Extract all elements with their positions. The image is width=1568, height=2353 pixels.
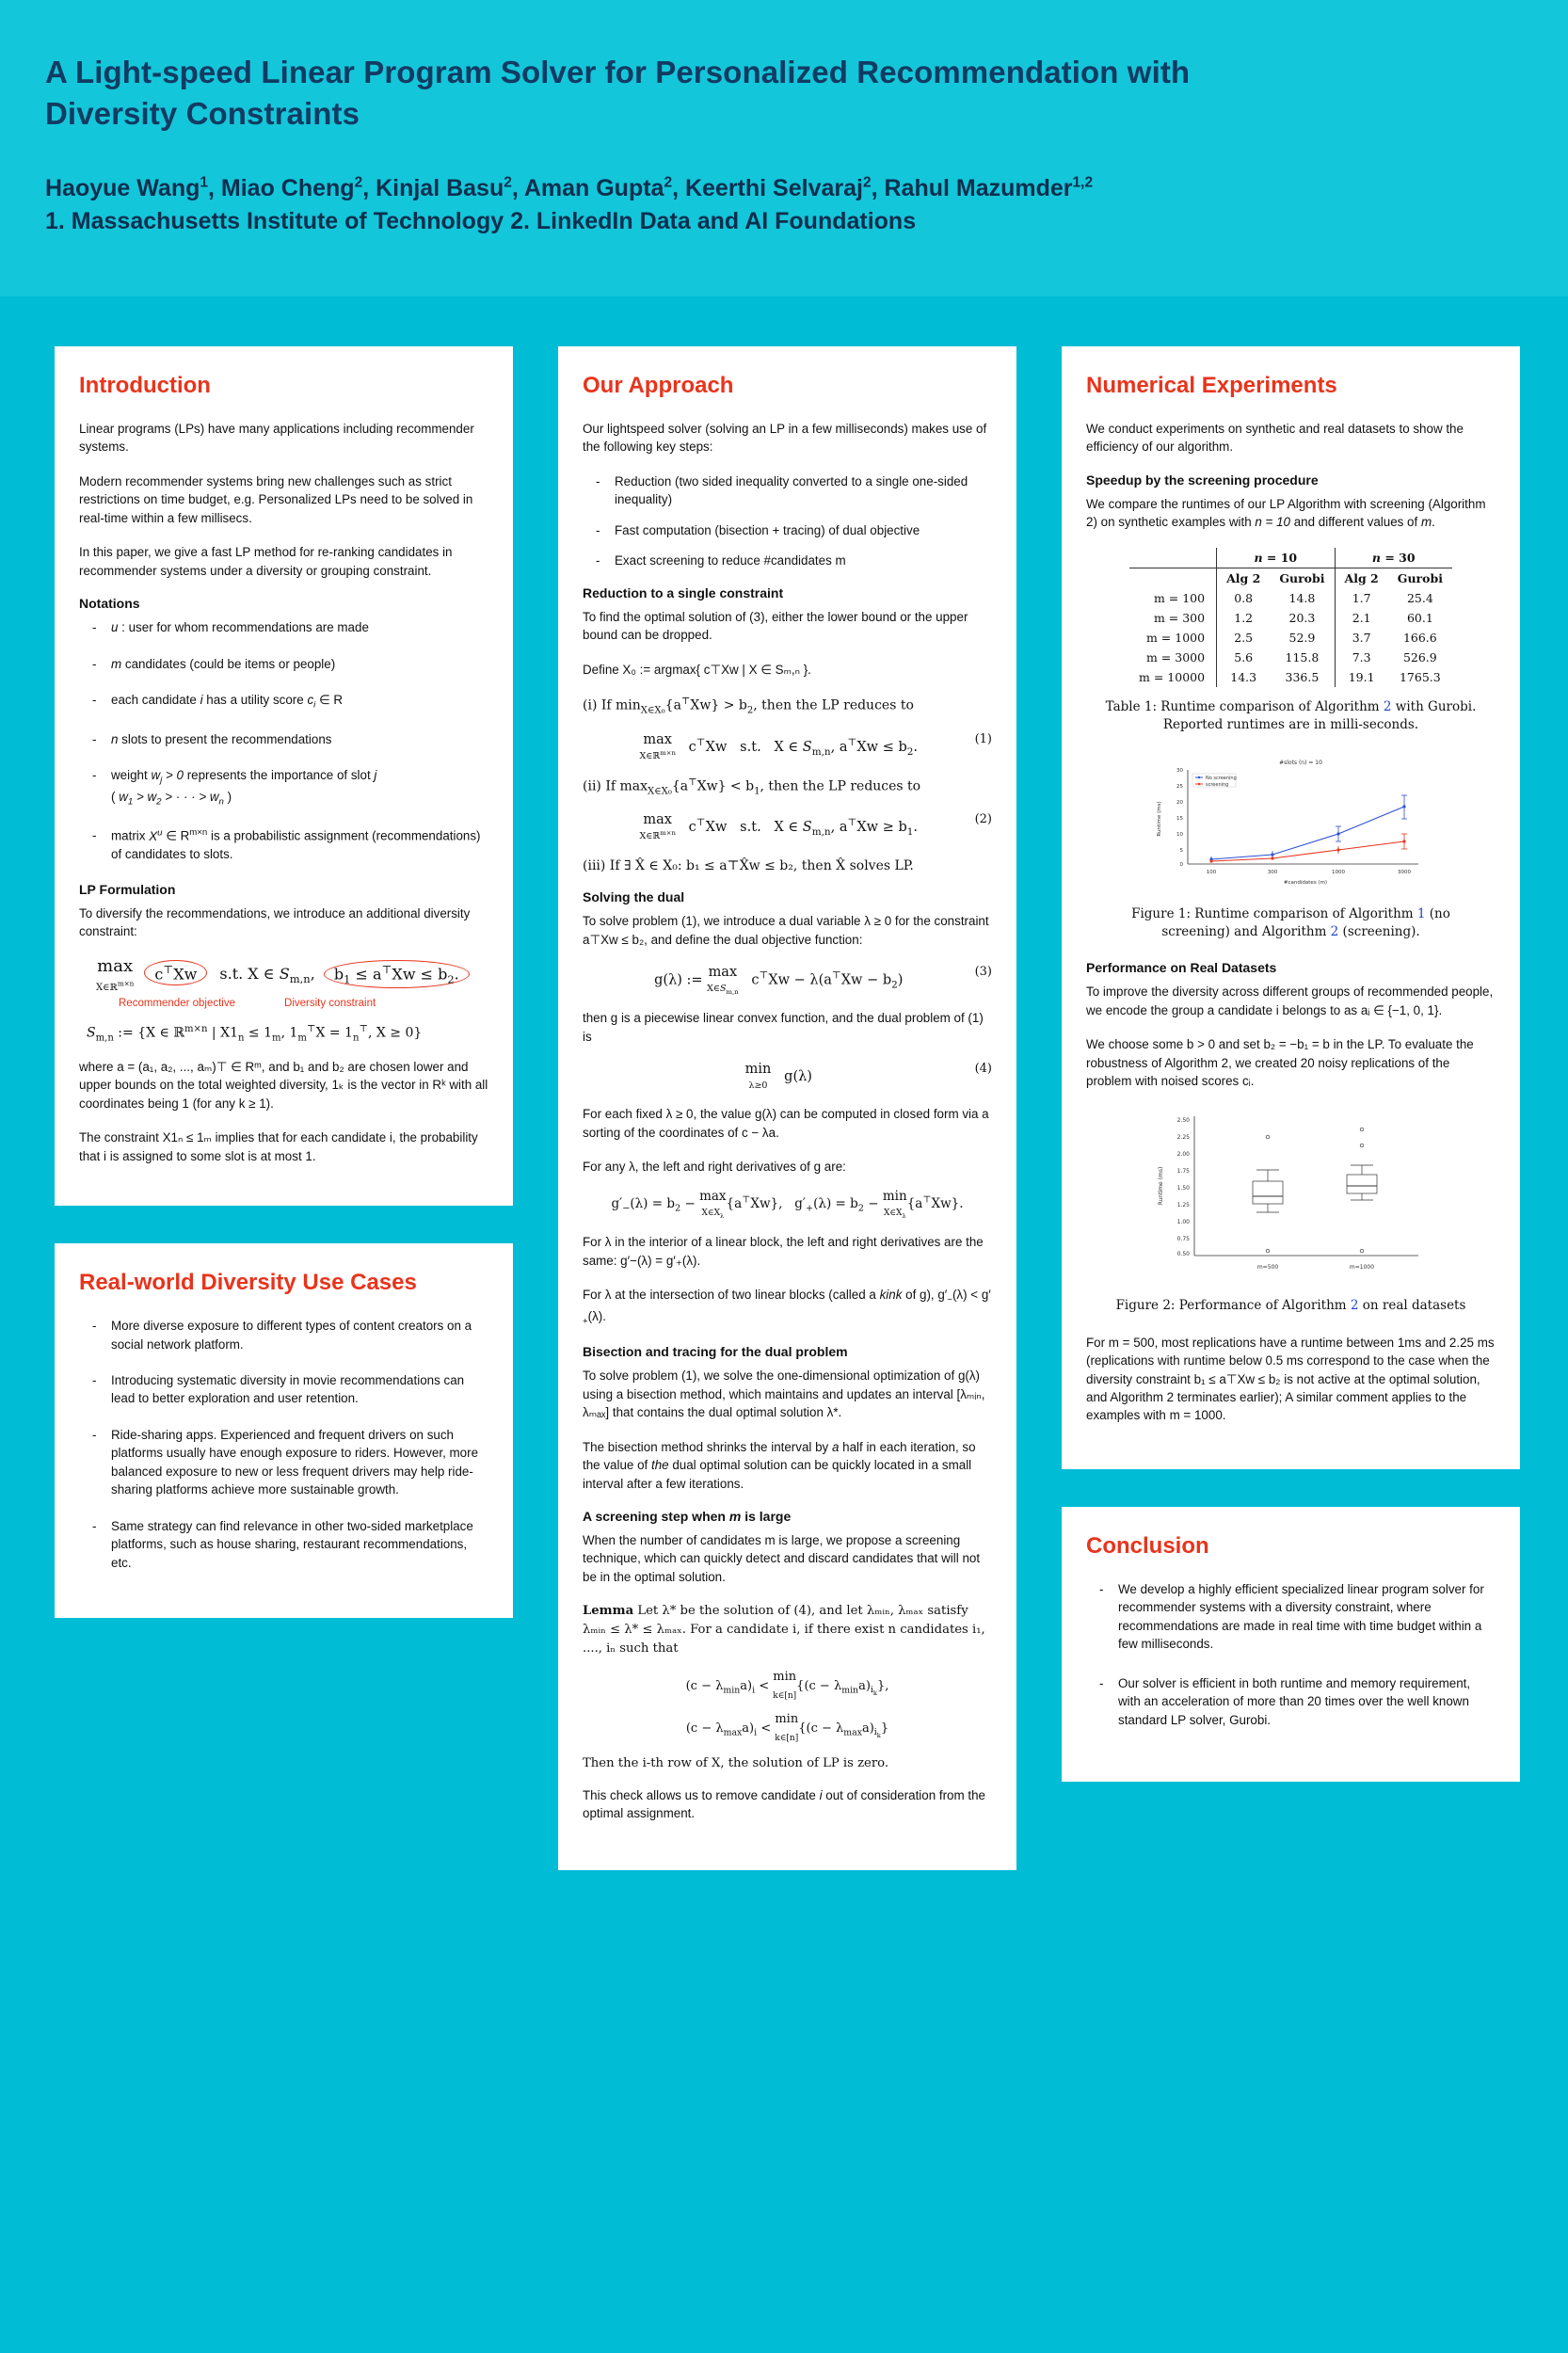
approach-paragraph-1: Our lightspeed solver (solving an LP in a few milliseconds) makes use of the following key steps: [583,422,987,455]
column-right [1062,346,1520,1819]
real-datasets-heading: Performance on Real Datasets [1086,960,1277,976]
case-two: (ii) If $\max_{X\in X_0}\{a^⊤Xw\} < b_1$, then the LP reduces to [583,776,921,796]
list-item: - Ride-sharing apps. Experienced and frequent drivers on such platforms usually have enough exposure to riders. However, more balanced exposure to new or less frequent drivers may help ride-sharing platforms achieve more sustainable growth. [85,1426,488,1499]
svg-text:0.50: 0.50 [1176,1250,1190,1257]
speedup-paragraph: We compare the runtimes of our LP Algorithm with screening (Algorithm 2) on synthetic examples with n = 10 and different values of m. [1086,496,1486,530]
figure-1-ref-2[interactable]: 2 [1330,924,1339,940]
table-cell: 2.5 [1217,628,1271,648]
approach-steps-list [583,472,992,570]
lp-formulation-heading: LP Formulation [79,881,176,897]
screening-paragraph-2: This check allows us to remove candidate i out of consideration from the optimal assignment. [583,1787,985,1820]
list-item: - u : user for whom recommendations are made [85,618,488,636]
svg-text:0.75: 0.75 [1176,1235,1190,1242]
svg-text:300: 300 [1267,870,1277,876]
solving-dual-heading: Solving the dual [583,889,685,905]
table-corner-cell-2 [1129,568,1217,588]
experiments-paragraph-1: We conduct experiments on synthetic and real datasets to show the efficiency of our algorithm. [1086,422,1464,455]
figure-2-ref[interactable]: 2 [1350,1297,1359,1313]
figure-1-ref-1[interactable]: 1 [1416,906,1426,922]
table-cell: 115.8 [1285,649,1320,664]
lemma-text: Let λ* be the solution of (4), and let λₘᵢₙ, λₘₐₓ satisfy λₘᵢₙ ≤ λ* ≤ λₘₐₓ. For a candidate i, if there exist n candidates i₁, ...., iₙ such that [583,1604,985,1656]
list-item: - More diverse exposure to different types of content creators on a social network platform. [85,1317,488,1353]
real-paragraph-3: For m = 500, most replications have a runtime between 1ms and 2.25 ms (replications with runtime below 0.5 ms correspond to the case when the diversity constraint b₁ ≤ a⊤Xw ≤ b₂ is not active at the optimal solution, and Algorithm 2 terminates earlier); A similar comment applies to the examples with m = 1000. [1086,1335,1495,1423]
derivative-paragraph: For any λ, the left and right derivatives of g are: [583,1160,846,1174]
intro-paragraph-5: The constraint X1ₙ ≤ 1ₘ implies that for each candidate i, the probability that i is assigned to some slot is at most 1. [79,1130,478,1163]
speedup-heading: Speedup by the screening procedure [1086,472,1319,488]
table-row-label: m = 300 [1153,610,1206,625]
svg-text:No screening: No screening [1205,776,1237,782]
svg-text:Runtime (ms): Runtime (ms) [1157,1166,1164,1205]
list-item: - m candidates (could be items or people) [85,655,488,673]
table-cell: 0.8 [1217,588,1271,608]
intro-paragraph-4: where a = (a₁, a₂, ..., aₘ)⊤ ∈ Rᵐ, and b₁ and b₂ are chosen lower and upper bounds on the total weighted diversity, 1ₖ is the vector in Rᵏ with all coordinates being 1 (for any k ≥ 1). [79,1059,488,1111]
table-row-label: m = 100 [1153,590,1206,605]
lemma-equation-1: $(c - \lambda_{min}a)_i < \min$ k∈[n]{(c − $\lambda_{min}a)_{i_k}$}, [685,1669,889,1702]
screening-paragraph-1: When the number of candidates m is large, we propose a screening technique, which can quickly detect and discard candidates that will not be in the optimal solution. [583,1533,981,1584]
author-list: Haoyue Wang$^1$, Miao Cheng$^2$, Kinjal Basu$^2$, Aman Gupta$^2$, Keerthi Selvaraj$^2$, Rahul Mazumder$^{1,2}$ 1. Massachusetts Institute of Technology 2. LinkedIn Data and AI Foundations [45,174,1094,235]
equation-number-1: (1) [974,731,992,746]
card-conclusion [1062,1507,1520,1782]
table-cell: 19.1 [1335,667,1388,687]
card-our-approach [558,346,1016,1870]
svg-text:screening: screening [1205,782,1228,789]
affiliations: 1. Massachusetts Institute of Technology 2. LinkedIn Data and AI Foundations [45,208,917,235]
table-cell: 14.3 [1217,667,1271,687]
svg-text:1.75: 1.75 [1176,1167,1190,1175]
card-introduction [55,346,513,1206]
table-cell: 1.7 [1335,588,1388,608]
svg-text:m=500: m=500 [1256,1263,1278,1271]
table-row [1129,588,1452,608]
list-item: - each candidate i has a utility score $c_i$ ∈ R [85,691,488,712]
case-one: (i) If $\min_{X\in X_0}\{a^⊤Xw\} > b_2$, then the LP reduces to [583,696,914,716]
table-group-header-n30: n = 30 [1335,548,1452,568]
lemma-block [583,1602,992,1772]
lp-intro-paragraph: To diversify the recommendations, we introduce an additional diversity constraint: [79,905,471,939]
table-row [1129,608,1452,628]
table-cell: 60.1 [1406,610,1433,625]
svg-text:Runtime (ms): Runtime (ms) [1156,801,1162,837]
use-cases-list [79,1317,488,1572]
feasible-set-definition: $S_{m,n}$ := {X ∈ ℝ$^{m\times n}$ | $X1_n \le 1_m$, $1_m^⊤X = 1_n^⊤$, X ≥ 0} [87,1023,423,1043]
derivative-equation: $g'_-(\lambda) = b_2 - \max$ $X\in X_\lambda\{a^⊤Xw\}$, $g'_+(\lambda) = b_2 - \min$ $X\in X_\lambda\{a^⊤Xw\}$. [611,1189,964,1221]
table-cell: 166.6 [1402,630,1437,645]
poster-header [0,0,1568,296]
table-cell: 336.5 [1285,669,1320,684]
card-numerical-experiments [1062,346,1520,1469]
intro-paragraph-1: Linear programs (LPs) have many applications including recommender systems. [79,422,474,455]
annotation-diversity: Diversity constraint [284,997,376,1009]
annotation-objective: Recommender objective [119,997,236,1009]
table-group-header-n10: n = 10 [1217,548,1335,568]
svg-text:20: 20 [1176,800,1183,807]
list-item: - weight $w_j > 0$ represents the importance of slot j ( $w_1 > w_2$ > · · · > $w_n$ ) [85,766,488,808]
figure-2-caption: Figure 2: Performance of Algorithm 2 on real datasets [1115,1297,1466,1313]
intro-paragraph-2: Modern recommender systems bring new challenges such as strict restrictions on time budget, e.g. Personalized LPs need to be solved in real-time within a few millisecs. [79,473,473,525]
lemma-conclusion: Then the i-th row of X, the solution of LP is zero. [583,1755,889,1770]
table-cell: 52.9 [1288,630,1316,645]
table-cell: 526.9 [1402,649,1437,664]
numerical-experiments-heading: Numerical Experiments [1086,373,1337,398]
svg-text:10: 10 [1176,832,1183,839]
svg-text:2.50: 2.50 [1176,1116,1190,1124]
svg-text:2.25: 2.25 [1176,1133,1190,1141]
table-row [1129,667,1452,687]
table-row [1129,628,1452,648]
table-cell: 1765.3 [1399,669,1441,684]
lemma-equation-2: $(c - \lambda_{max}a)_i < \min$ k∈[n]{(c − $\lambda_{max}a)_{i_k}$} [685,1711,889,1744]
bisection-paragraph-1: To solve problem (1), we solve the one-dimensional optimization of g(λ) using a bisection method, which maintains and updates an interval [λₘᵢₙ, λₘₐₓ] that contains the dual optimal solution λ*. [583,1369,985,1420]
svg-text:0: 0 [1179,862,1183,869]
figure-2-svg [1136,1107,1447,1286]
svg-text:1.00: 1.00 [1176,1218,1190,1225]
formula-annotations [79,998,488,1009]
table-header-alg2-b: Alg 2 [1335,568,1388,588]
svg-text:#candidates (m): #candidates (m) [1283,880,1327,887]
page-title: A Light-speed Linear Program Solver for Personalized Recommendation with Diversity Constraints [45,55,1191,131]
svg-text:3000: 3000 [1397,870,1411,876]
bisection-paragraph-2: The bisection method shrinks the interval by a half in each iteration, so the value of the dual optimal solution can be quickly located in a small interval after a few iterations. [583,1439,976,1491]
svg-text:1.50: 1.50 [1176,1184,1190,1192]
case-three: (iii) If ∃ X̂ ∈ X₀: b₁ ≤ a⊤X̂w ≤ b₂, then X̂ solves LP. [583,858,914,874]
list-item: - Reduction (two sided inequality converted to a single one-sided inequality) [588,472,992,509]
lemma-label: Lemma [583,1604,634,1619]
list-item: - Our solver is efficient in both runtime and memory requirement, with an acceleration of more than 20 times over the well known standard LP solver, Gurobi. [1092,1674,1496,1729]
dual-paragraph-2: then g is a piecewise linear convex function, and the dual problem of (1) is [583,1011,984,1044]
dual-problem-equation: min λ≥0 g(λ) (4) [744,1062,992,1092]
table-cell: 7.3 [1335,648,1388,667]
card-use-cases [55,1243,513,1618]
table-header-gurobi-a: Gurobi [1279,570,1325,585]
table-cell: 1.2 [1217,608,1271,628]
screening-heading: A screening step when m is large [583,1509,792,1525]
table-corner-cell [1129,548,1217,568]
bisection-heading: Bisection and tracing for the dual problem [583,1344,848,1360]
svg-text:100: 100 [1206,870,1216,876]
reduction-paragraph: To find the optimal solution of (3), either the lower bound or the upper bound can be dropped. [583,609,968,643]
table-row-label: m = 1000 [1145,630,1206,645]
table-header-alg2-a: Alg 2 [1217,568,1271,588]
figure-1-caption: Figure 1: Runtime comparison of Algorithm 1 (no screening) and Algorithm 2 (screening). [1131,906,1450,940]
figure-1-runtime-chart [1136,753,1447,894]
table-cell: 5.6 [1217,648,1271,667]
svg-text:m=1000: m=1000 [1349,1263,1374,1271]
introduction-heading: Introduction [79,373,211,398]
table-row-label: m = 10000 [1139,669,1206,684]
table-cell: 2.1 [1335,608,1388,628]
table-cell: 20.3 [1288,610,1316,625]
runtime-table-wrap [1086,548,1496,687]
list-item: - We develop a highly efficient specialized linear program solver for recommender systems with a diversity constraint, where recommendations are made in real time with time budget within a few milliseconds. [1092,1580,1496,1654]
column-middle [558,346,1016,1908]
svg-text:2.00: 2.00 [1176,1150,1190,1158]
use-cases-heading: Real-world Diversity Use Cases [79,1270,417,1296]
list-item: - matrix $X^u$ ∈ $R^{m\times n}$ is a probabilistic assignment (recommendations) of candidates to slots. [85,826,488,863]
svg-text:15: 15 [1176,816,1183,823]
runtime-table [1129,548,1452,687]
table-caption-ref[interactable]: 2 [1383,698,1392,714]
svg-text:5: 5 [1179,848,1183,855]
notations-list [79,618,488,864]
svg-text:1.25: 1.25 [1176,1201,1190,1209]
define-x0: Define X₀ := argmax{ c⊤Xw | X ∈ Sₘ,ₙ }. [583,662,811,677]
our-approach-heading: Our Approach [583,373,734,398]
derivative-paragraph-2: For λ in the interior of a linear block, the left and right derivatives are the same: g′−(λ) = g′₊(λ). [583,1235,984,1268]
reduction-heading: Reduction to a single constraint [583,584,784,600]
list-item: - Exact screening to reduce #candidates m [588,552,992,569]
conclusion-list [1086,1580,1496,1729]
svg-text:25: 25 [1176,784,1183,791]
equation-number-3: (3) [974,965,992,980]
derivative-paragraph-3: For λ at the intersection of two linear blocks (called a kink of g), $g'_-(\lambda) < g'_+(\lambda)$. [583,1288,991,1327]
table-row [1129,568,1452,588]
equation-number-2: (2) [974,812,992,827]
svg-text:#slots (n) = 10: #slots (n) = 10 [1278,760,1322,767]
list-item: - Fast computation (bisection + tracing) of dual objective [588,521,992,539]
list-item: - n slots to present the recommendations [85,730,488,748]
real-paragraph-2: We choose some b > 0 and set b₂ = −b₁ = b in the LP. To evaluate the robustness of Algorithm 2, we created 20 noisy replications of the problem with noised scores cᵢ. [1086,1037,1474,1089]
dual-paragraph-1: To solve problem (1), we introduce a dual variable λ ≥ 0 for the constraint a⊤Xw ≤ b₂, and define the dual objective function: [583,914,989,947]
equation-number-4: (4) [974,1062,992,1077]
table-cell: 3.7 [1335,628,1388,648]
case-one-equation: max X∈ℝ$^{m\times n}$ c⊤Xw s.t. X ∈ $S_{m,n}$, $a^⊤Xw \le b_2$. (1) [639,731,992,761]
table-caption: Table 1: Runtime comparison of Algorithm 2 with Gurobi. Reported runtimes are in milli-seconds. [1105,698,1477,732]
table-row-label: m = 3000 [1145,649,1206,664]
conclusion-heading: Conclusion [1086,1532,1209,1559]
svg-text:30: 30 [1176,768,1183,775]
svg-text:1000: 1000 [1331,870,1345,876]
table-cell: 14.8 [1288,590,1316,605]
real-paragraph-1: To improve the diversity across different groups of recommended people, we encode the group a candidate i belongs to as aᵢ ∈ {−1, 0, 1}. [1086,984,1494,1017]
table-row [1129,648,1452,667]
column-left [55,346,513,1656]
table-header-gurobi-b: Gurobi [1397,570,1443,585]
table-row [1129,548,1452,568]
case-two-equation: max X∈ℝ$^{m\times n}$ c⊤Xw s.t. X ∈ $S_{m,n}$, $a^⊤Xw \ge b_1$. (2) [639,812,992,842]
dual-objective-equation: g(λ) := max $X\in S_{m,n}$ $c^⊤Xw - \lambda(a^⊤Xw - b_2)$ (3) [654,965,992,997]
intro-paragraph-3: In this paper, we give a fast LP method for re-ranking candidates in recommender systems under a diversity or grouping constraint. [79,545,453,578]
dual-paragraph-3: For each fixed λ ≥ 0, the value g(λ) can be computed in closed form via a sorting of the coordinates of c − λa. [583,1107,989,1140]
notations-heading: Notations [79,596,140,612]
table-cell: 25.4 [1406,590,1433,605]
figure-1-svg [1136,753,1447,894]
list-item: - Same strategy can find relevance in other two-sided marketplace platforms, such as house sharing, restaurant recommendations, etc. [85,1517,488,1572]
list-item: - Introducing systematic diversity in movie recommendations can lead to better exploration and user retention. [85,1371,488,1408]
lp-formula: max X∈ℝ$^{m\times n}$ c⊤Xw s.t. X ∈ $S_{m,n}$, $b_1 \le a^⊤Xw \le b_2$. [79,956,488,994]
figure-2-boxplot [1136,1107,1447,1286]
